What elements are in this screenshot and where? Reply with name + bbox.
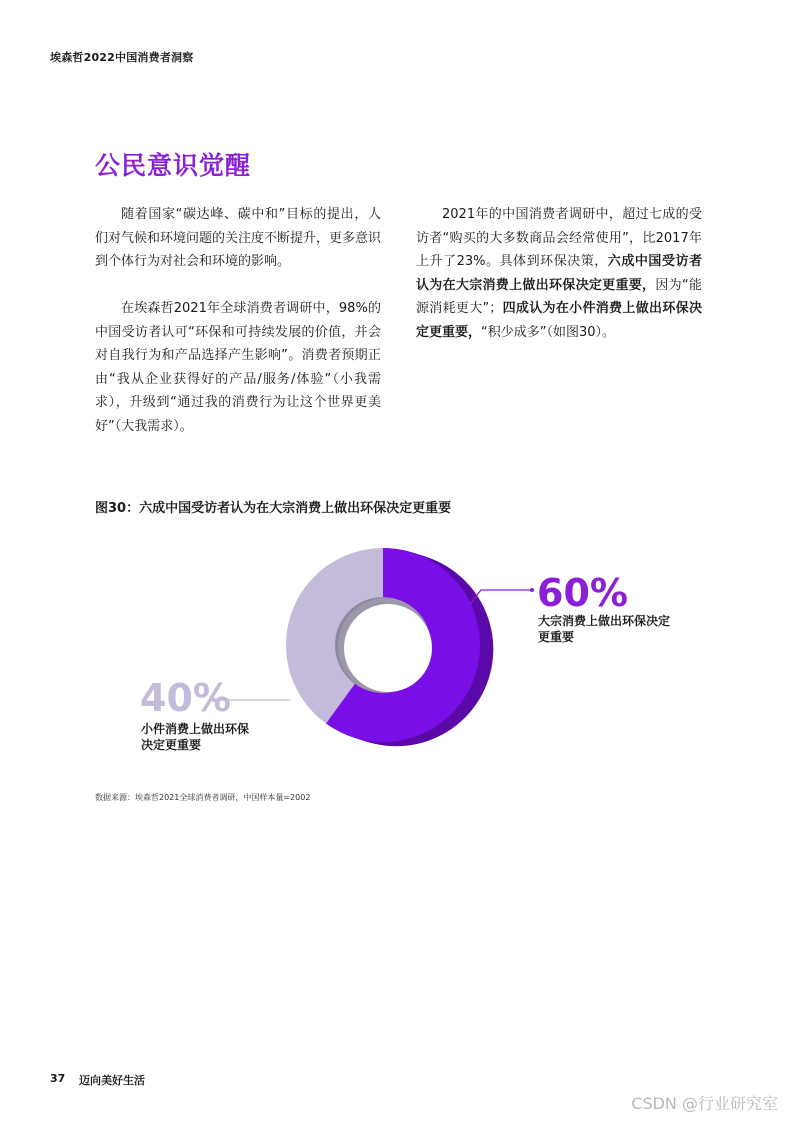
left-column — [95, 203, 381, 462]
right-bold-2: 四成认为在小件消费上做出环保决定更重要， — [416, 301, 702, 340]
donut-hole — [344, 604, 432, 692]
section-title: 公民意识觉醒 — [95, 151, 252, 180]
right-column — [416, 203, 702, 368]
right-text-1: 2021年的中国消费者调研中，超过七成的受访者“购买的大多数商品会经常使用”，比2017年上升了23%。具体到环保决策， — [416, 207, 702, 269]
left-paragraph-2: 在埃森哲2021年全球消费者调研中，98%的中国受访者认可“环保和可持续发展的价值，并会对自我行为和产品选择产生影响”。消费者预期正由“我从企业获得好的产品/服务/体验”（小我需求），升级到“通过我的消费行为让这个世界更美好”（大我需求）。 — [95, 301, 381, 434]
right-bold-1: 六成中国受访者认为在大宗消费上做出环保决定更重要， — [416, 254, 702, 293]
pct-label-60: 60% — [537, 571, 628, 615]
slice-label-40-line2: 决定更重要 — [141, 738, 202, 752]
slice-label-60-line2: 更重要 — [538, 630, 575, 644]
figure-source: 数据来源：埃森哲2021全球消费者调研，中国样本量=2002 — [95, 793, 311, 802]
watermark: CSDN @行业研究室 — [631, 1094, 778, 1113]
left-paragraph-1: 随着国家“碳达峰、碳中和”目标的提出，人们对气候和环境问题的关注度不断提升，更多意识到个体行为对社会和环境的影响。 — [95, 207, 382, 269]
donut-chart — [80, 540, 720, 780]
footer-title: 迈向美好生活 — [79, 1074, 145, 1087]
right-paragraph — [416, 203, 702, 344]
page-number: 37 — [50, 1072, 66, 1085]
slice-label-40-line1: 小件消费上做出环保 — [141, 722, 250, 736]
right-text-3: “积少成多”（如图30）。 — [481, 324, 616, 340]
figure-title: 图30：六成中国受访者认为在大宗消费上做出环保决定更重要 — [95, 501, 452, 516]
right-text-2: 因为“能源消耗更大”； — [416, 277, 702, 316]
slice-label-60-line1: 大宗消费上做出环保决定 — [538, 614, 671, 628]
pct-label-40: 40% — [140, 676, 231, 720]
leader-dot-60 — [530, 588, 534, 592]
report-header: 埃森哲2022中国消费者洞察 — [50, 51, 194, 64]
